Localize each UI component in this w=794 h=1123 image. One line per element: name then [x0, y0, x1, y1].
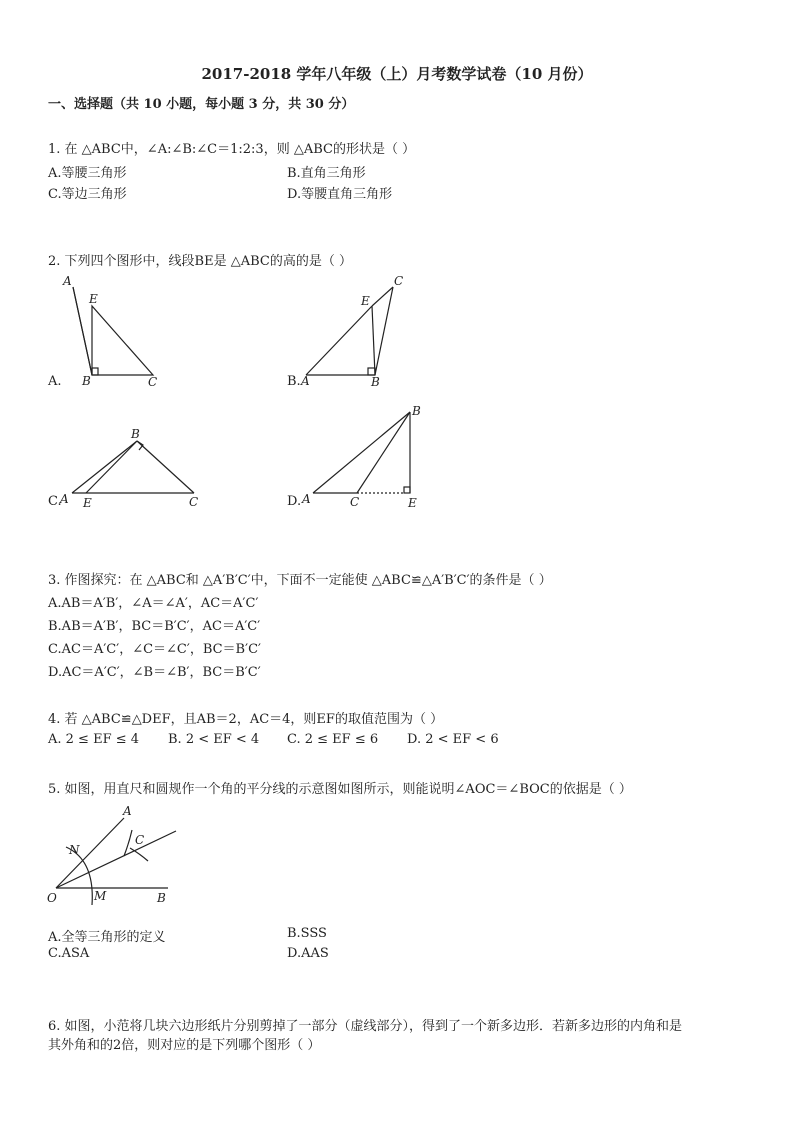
question-3-stem: 3. 作图探究：在 △ABC和 △A′B′C′中，下面不一定能使 △ABC≌△A′B′C′的条件是（ ）: [48, 573, 552, 588]
fig-c-label-c: C: [189, 495, 199, 509]
fig-a-label-e: E: [89, 292, 98, 306]
question-3-option-a: A.AB＝A′B′，∠A＝∠A′，AC＝A′C′: [48, 596, 259, 611]
fig-d-label-c: C: [350, 495, 360, 509]
question-2-option-c-letter: C.: [48, 494, 62, 509]
question-1-option-c: C.等边三角形: [48, 187, 127, 202]
question-4-option-a: A. 2 ≤ EF ≤ 4: [48, 732, 140, 747]
question-2-stem: 2. 下列四个图形中，线段BE是 △ABC的高的是（ ）: [48, 254, 352, 269]
question-4-option-b: B. 2 < EF < 4: [168, 732, 260, 747]
question-4-stem: 4. 若 △ABC≌△DEF，且AB＝2，AC＝4，则EF的取值范围为（ ）: [48, 712, 444, 727]
fig5-label-b: B: [157, 891, 166, 905]
question-5-stem: 5. 如图，用直尺和圆规作一个角的平分线的示意图如图所示，则能说明∠AOC＝∠BOC的依据是（ ）: [48, 782, 632, 797]
question-3-option-b: B.AB＝A′B′，BC＝B′C′，AC＝A′C′: [48, 619, 261, 634]
fig5-label-c: C: [135, 833, 145, 847]
question-2-option-d-letter: D.: [287, 494, 302, 509]
question-4-option-c: C. 2 ≤ EF ≤ 6: [287, 732, 379, 747]
question-5-option-c: C.ASA: [48, 946, 90, 961]
question-6-stem-line-1: 6. 如图，小范将几块六边形纸片分别剪掉了一部分（虚线部分），得到了一个新多边形．若新多边形的内角和是: [48, 1019, 683, 1034]
question-3-option-c: C.AC＝A′C′，∠C＝∠C′，BC＝B′C′: [48, 642, 261, 657]
fig-a-label-b: B: [82, 374, 91, 388]
fig-c-label-e: E: [83, 496, 92, 510]
question-6-stem-line-2: 其外角和的2倍，则对应的是下列哪个图形（ ）: [48, 1038, 321, 1053]
fig-d-label-a: A: [302, 492, 311, 506]
fig-d-label-e: E: [408, 496, 417, 510]
question-2-option-a-letter: A.: [48, 374, 62, 389]
question-2-option-b-letter: B.: [287, 374, 301, 389]
fig-b-label-c: C: [394, 274, 404, 288]
page-title: 2017-2018 学年八年级（上）月考数学试卷（10 月份）: [201, 65, 593, 83]
question-1-option-a: A.等腰三角形: [48, 166, 127, 181]
fig-b-label-b: B: [371, 375, 380, 389]
fig5-label-o: O: [47, 891, 57, 905]
fig5-label-m: M: [94, 889, 107, 903]
fig-d-label-b: B: [412, 404, 421, 418]
question-1-option-d: D.等腰直角三角形: [287, 187, 393, 202]
question-1-stem: 1. 在 △ABC中，∠A:∠B:∠C＝1:2:3，则 △ABC的形状是（ ）: [48, 142, 416, 157]
fig-a-label-a: A: [63, 274, 72, 288]
fig-b-label-e: E: [361, 294, 370, 308]
question-5-option-d: D.AAS: [287, 946, 329, 961]
question-1-option-b: B.直角三角形: [287, 166, 366, 181]
fig-b-label-a: A: [301, 374, 310, 388]
question-4-option-d: D. 2 < EF < 6: [407, 732, 499, 747]
fig5-label-a: A: [123, 804, 132, 818]
fig-c-label-b: B: [131, 427, 140, 441]
fig-c-label-a: A: [60, 492, 69, 506]
question-5-option-b: B.SSS: [287, 926, 327, 941]
section-heading: 一、选择题（共 10 小题，每小题 3 分，共 30 分）: [48, 97, 355, 112]
question-3-option-d: D.AC＝A′C′，∠B＝∠B′，BC＝B′C′: [48, 665, 261, 680]
fig5-label-n: N: [69, 843, 80, 857]
question-5-option-a: A.全等三角形的定义: [48, 930, 166, 945]
fig-a-label-c: C: [148, 375, 158, 389]
